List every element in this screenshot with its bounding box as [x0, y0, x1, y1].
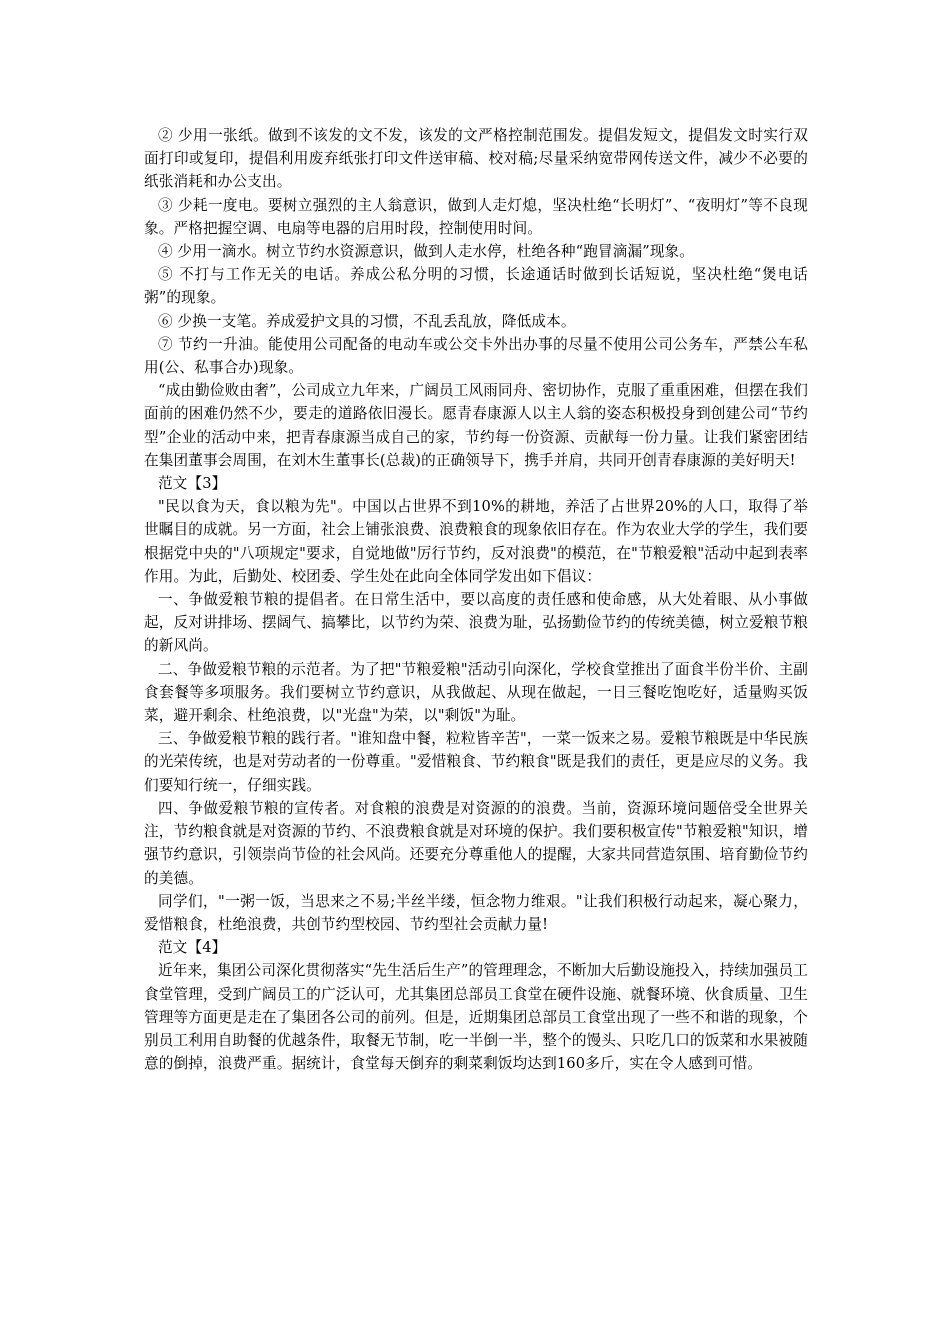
paragraph-proposal-1: 一、争做爱粮节粮的提倡者。在日常生活中，要以高度的责任感和使命感，从大处着眼、从小事做起，反对讲排场、摆阔气、搞攀比，以节约为荣、浪费为耻，弘扬勤俭节约的传统美德，树立爱粮节粮的新风尚。 — [144, 591, 808, 655]
paragraph-students-appeal: 同学们，"一粥一饭，当思来之不易;半丝半缕，恒念物力维艰。"让我们积极行动起来，凝心聚力，爱惜粮食，杜绝浪费，共创节约型校园、节约型社会贡献力量! — [144, 892, 808, 933]
paragraph-canteen-waste: 近年来，集团公司深化贯彻落实“先生活后生产”的管理理念，不断加大后勤设施投入，持续加强员工食堂管理，受到广阔员工的广泛认可，尤其集团总部员工食堂在硬件设施、就餐环境、伙食质量、卫生管理等方面更是走在了集团各公司的前列。但是，近期集团总部员工食堂出现了一些不和谐的现象，个别员工利用自助餐的优越条件，取餐无节制，吃一半倒一半，整个的馒头、只吃几口的饭菜和水果被随意的倒掉，浪费严重。据统计，食堂每天倒弃的剩菜剩饭均达到160多斤，实在令人感到可惜。 — [144, 962, 808, 1073]
paragraph-proposal-2: 二、争做爱粮节粮的示范者。为了把"节粮爱粮"活动引向深化，学校食堂推出了面食半份半价、主副食套餐等多项服务。我们要树立节约意识，从我做起、从现在做起，一日三餐吃饱吃好，适量购买饭菜，避开剩余、杜绝浪费，以"光盘"为荣，以"剩饭"为耻。 — [144, 660, 808, 725]
paragraph-proposal-4: 四、争做爱粮节粮的宣传者。对食粮的浪费是对资源的的浪费。当前，资源环境问题倍受全世界关注，节约粮食就是对资源的节约、不浪费粮食就是对环境的保护。我们要积极宣传"节粮爱粮"知识，增强节约意识，引领崇尚节俭的社会风尚。还要充分尊重他人的提醒，大家共同营造氛围、培育勤俭节约的美德。 — [144, 799, 808, 887]
section-heading-example-3: 范文【3】 — [158, 475, 227, 493]
section-heading-example-4: 范文【4】 — [158, 939, 227, 957]
paragraph-electricity-saving: ③ 少耗一度电。要树立强烈的主人翁意识，做到人走灯熄，坚决杜绝“长明灯”、“夜明灯”等不良现象。严格把握空调、电扇等电器的启用时段，控制使用时间。 — [144, 196, 808, 237]
paragraph-fuel-saving: ⑦ 节约一升油。能使用公司配备的电动车或公交卡外出办事的尽量不使用公司公务车，严禁公车私用(公、私事合办)现象。 — [144, 335, 808, 377]
paragraph-phone-calls: ⑤ 不打与工作无关的电话。养成公私分明的习惯，长途通话时做到长话短说，坚决杜绝“煲电话粥”的现象。 — [144, 266, 808, 307]
paragraph-water-saving: ④ 少用一滴水。树立节约水资源意识，做到人走水停，杜绝各种“跑冒滴漏”现象。 — [158, 243, 695, 261]
paragraph-paper-saving: ② 少用一张纸。做到不该发的文不发，该发的文严格控制范围发。提倡发短文，提倡发文时实行双面打印或复印，提倡利用废弃纸张打印文件送审稿、校对稿;尽量采纳宽带网传送文件，减少不必要的纸张消耗和办公支出。 — [144, 127, 808, 191]
paragraph-pen-saving: ⑥ 少换一支笔。养成爱护文具的习惯，不乱丢乱放，降低成本。 — [158, 312, 576, 330]
paragraph-food-intro: "民以食为天，食以粮为先"。中国以占世界不到10%的耕地，养活了占世界20%的人口，取得了举世瞩目的成就。另一方面，社会上铺张浪费、浪费粮食的现象依旧存在。作为农业大学的学生，我们要根据党中央的"八项规定"要求，自觉地做"厉行节约，反对浪费"的模范，在"节粮爱粮"活动中起到表率作用。为此，后勤处、校团委、学生处在此向全体同学发出如下倡议： — [144, 498, 808, 585]
paragraph-closing-appeal: “成由勤俭败由奢”，公司成立九年来，广阔员工风雨同舟、密切协作，克服了重重困难，但摆在我们面前的困难仍然不少，要走的道路依旧漫长。愿青春康源人以主人翁的姿态积极投身到创建公司“节约型”企业的活动中来，把青春康源当成自己的家，节约每一份资源、贡献每一份力量。让我们紧密团结在集团董事会周围，在刘木生董事长(总裁)的正确领导下，携手并肩，共同开创青春康源的美好明天! — [144, 382, 808, 469]
paragraph-proposal-3: 三、争做爱粮节粮的践行者。"谁知盘中餐，粒粒皆辛苦"，一菜一饭来之易。爱粮节粮既是中华民族的光荣传统，也是对劳动者的一份尊重。"爱惜粮食、节约粮食"既是我们的责任，更是应尽的义务。我们要知行统一，仔细实践。 — [144, 730, 808, 794]
document-page — [144, 124, 808, 1075]
